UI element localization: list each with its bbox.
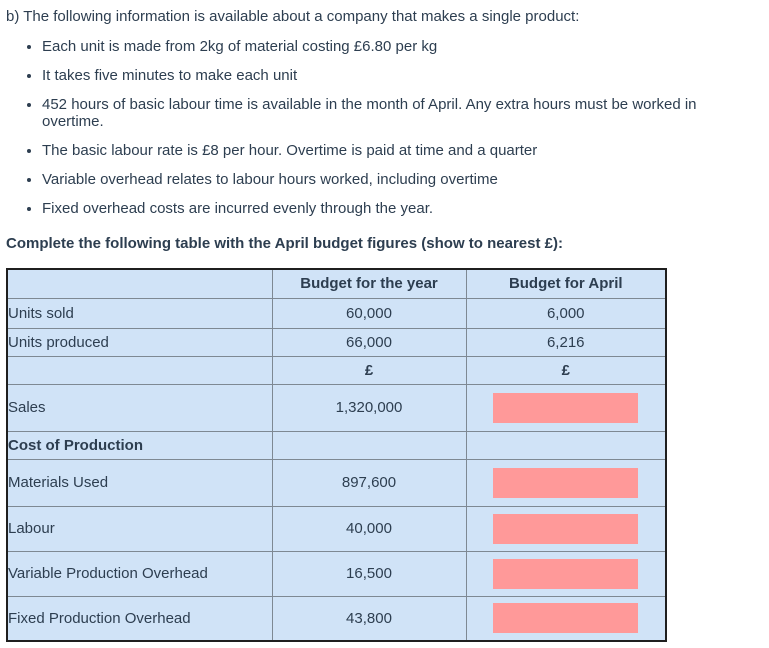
- table-row-units-produced: [7, 328, 666, 356]
- variable-overhead-year-value: 16,500: [272, 551, 466, 596]
- header-budget-year: Budget for the year: [272, 269, 466, 298]
- table-row-fixed-production-overhead: [7, 596, 666, 641]
- materials-used-april-cell: [466, 459, 666, 506]
- fixed-overhead-label: Fixed Production Overhead: [7, 596, 272, 641]
- variable-overhead-label: Variable Production Overhead: [7, 551, 272, 596]
- materials-used-label: Materials Used: [7, 459, 272, 506]
- fixed-overhead-april-cell: [466, 596, 666, 641]
- currency-april-symbol: £: [466, 356, 666, 384]
- table-row-header: [7, 269, 666, 298]
- bullet-fixed-overhead: • Fixed overhead costs are incurred evenly through the year.: [42, 200, 755, 217]
- units-sold-label: Units sold: [7, 298, 272, 328]
- budget-table: [6, 268, 667, 642]
- currency-year-symbol: £: [272, 356, 466, 384]
- table-row-variable-production-overhead: [7, 551, 666, 596]
- units-sold-april-value: 6,000: [466, 298, 666, 328]
- labour-april-cell: [466, 506, 666, 551]
- header-blank-cell: [7, 269, 272, 298]
- currency-blank-cell: [7, 356, 272, 384]
- bullet-variable-overhead: • Variable overhead relates to labour hours worked, including overtime: [42, 171, 755, 188]
- cost-of-production-april-cell: [466, 431, 666, 459]
- table-row-units-sold: [7, 298, 666, 328]
- sales-april-answer-box[interactable]: [493, 393, 638, 423]
- fixed-overhead-year-value: 43,800: [272, 596, 466, 641]
- table-row-cost-of-production: [7, 431, 666, 459]
- header-budget-april: Budget for April: [466, 269, 666, 298]
- table-row-sales: [7, 384, 666, 431]
- labour-label: Labour: [7, 506, 272, 551]
- question-intro: b) The following information is available about a company that makes a single product:: [6, 8, 580, 25]
- bullet-material-cost: • Each unit is made from 2kg of material costing £6.80 per kg: [42, 38, 755, 55]
- materials-used-year-value: 897,600: [272, 459, 466, 506]
- cost-of-production-label: Cost of Production: [7, 431, 272, 459]
- bullet-time-per-unit: • It takes five minutes to make each unit: [42, 67, 755, 84]
- variable-overhead-april-answer-box[interactable]: [493, 559, 638, 589]
- info-bullet-list: [6, 38, 755, 217]
- units-sold-year-value: 60,000: [272, 298, 466, 328]
- units-produced-label: Units produced: [7, 328, 272, 356]
- fixed-overhead-april-answer-box[interactable]: [493, 603, 638, 633]
- bullet-labour-rate: • The basic labour rate is £8 per hour. Overtime is paid at time and a quarter: [42, 142, 755, 159]
- units-produced-april-value: 6,216: [466, 328, 666, 356]
- labour-year-value: 40,000: [272, 506, 466, 551]
- table-row-labour: [7, 506, 666, 551]
- cost-of-production-year-cell: [272, 431, 466, 459]
- table-row-materials-used: [7, 459, 666, 506]
- sales-label: Sales: [7, 384, 272, 431]
- units-produced-year-value: 66,000: [272, 328, 466, 356]
- bullet-basic-hours: • 452 hours of basic labour time is available in the month of April. Any extra hours must be worked in overtime.: [42, 96, 755, 130]
- sales-year-value: 1,320,000: [272, 384, 466, 431]
- labour-april-answer-box[interactable]: [493, 514, 638, 544]
- table-row-currency: [7, 356, 666, 384]
- table-instruction: Complete the following table with the April budget figures (show to nearest £):: [6, 235, 563, 252]
- sales-april-cell: [466, 384, 666, 431]
- variable-overhead-april-cell: [466, 551, 666, 596]
- materials-used-april-answer-box[interactable]: [493, 468, 638, 498]
